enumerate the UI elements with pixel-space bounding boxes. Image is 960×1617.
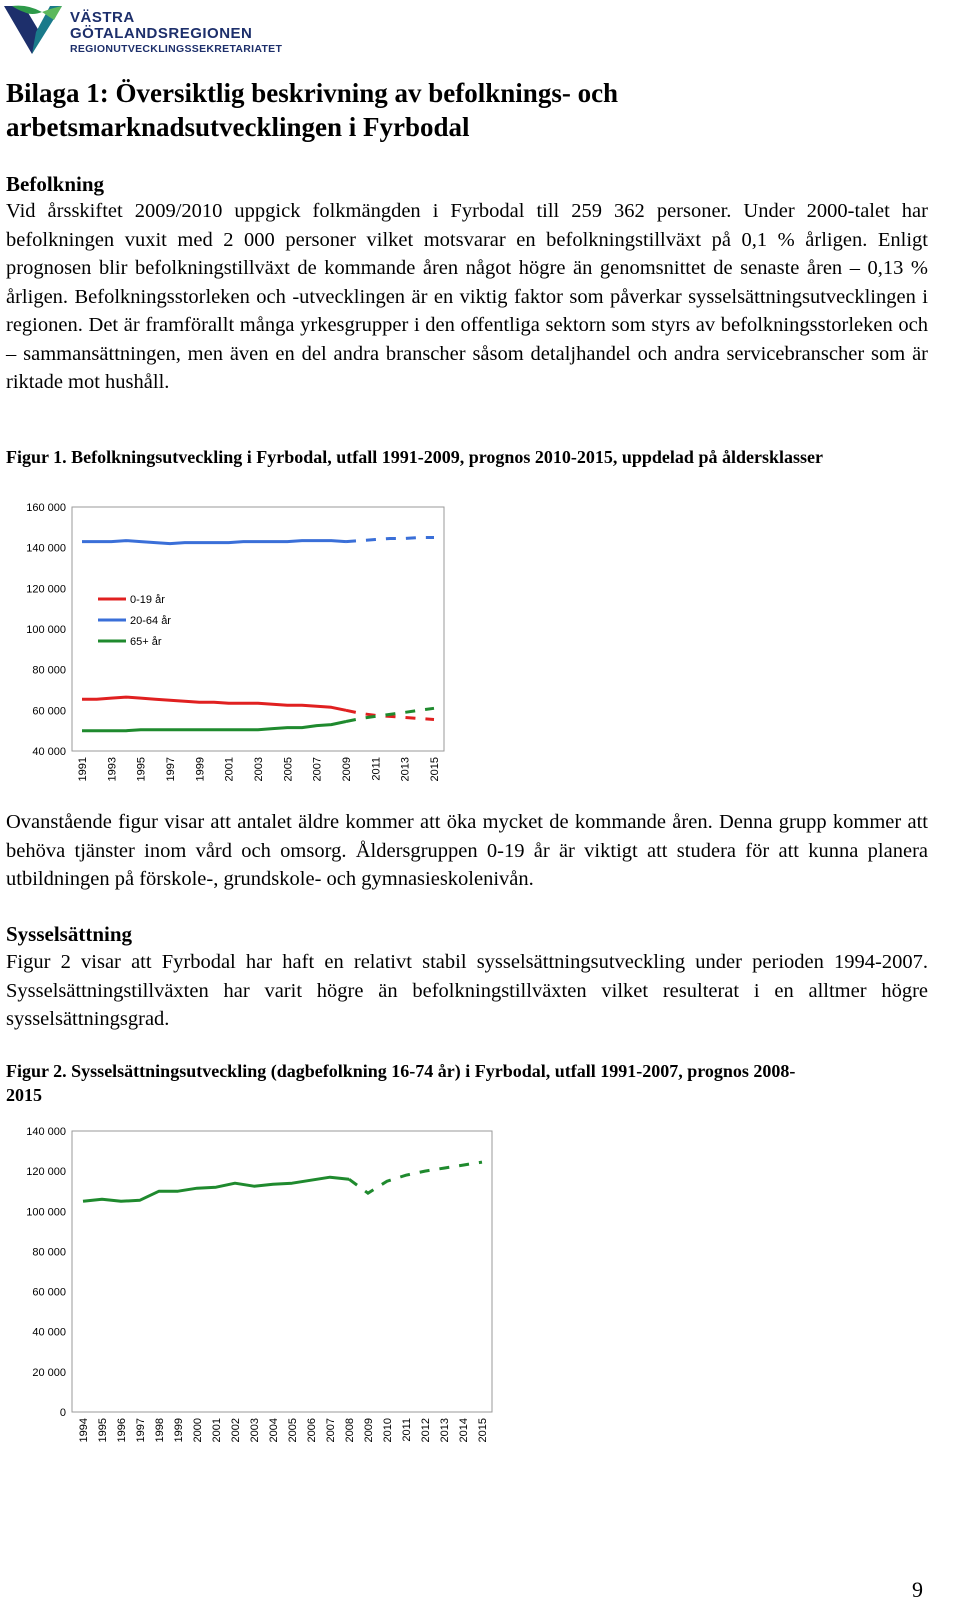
x-tick-label: 2013 [439, 1418, 451, 1443]
x-tick-label: 2008 [344, 1418, 356, 1443]
logo-line2: GÖTALANDSREGIONEN [70, 25, 253, 42]
logo-line3: REGIONUTVECKLINGSSEKRETARIATET [70, 43, 283, 55]
legend-label: 65+ år [130, 636, 162, 648]
befolkning-paragraph: Vid årsskiftet 2009/2010 uppgick folkmängden i Fyrbodal till 259 362 personer. Under 2000-talet har befolkningen vuxit med 2 000 personer vilket motsvarar en befolkningstillväxt på 0,1 % årligen. Enligt prognosen blir befolkningstillväxt de kommande åren något högre än genomsnittet de senaste åren – 0,13 % årligen. Befolkningsstorleken och -utvecklingen är en viktig faktor som påverkar sysselsättningsutvecklingen i regionen. Det är framförallt många yrkesgrupper i den offentliga sektorn som styrs av befolkningsstorleken och – sammansättningen, men även en del andra branscher såsom detaljhandel och andra servicebranscher som är riktade mot hushåll. [6, 200, 928, 393]
x-tick-label: 2006 [306, 1418, 318, 1443]
x-tick-label: 1996 [116, 1418, 128, 1443]
x-tick-label: 2005 [282, 757, 295, 782]
x-tick-label: 2007 [311, 757, 324, 782]
document-title [6, 76, 906, 144]
x-tick-label: 1995 [135, 757, 148, 782]
plot-area [72, 1131, 492, 1412]
befolkning-heading: Befolkning [6, 172, 105, 196]
x-tick-label: 1994 [78, 1418, 90, 1443]
x-tick-label: 2001 [211, 1418, 223, 1443]
y-tick-label: 160 000 [26, 502, 66, 514]
series-line-20-64-r-outcome [82, 541, 346, 544]
x-tick-label: 2012 [420, 1418, 432, 1443]
vgr-logo-icon [2, 2, 68, 58]
y-tick-label: 140 000 [26, 1126, 66, 1138]
series-line-65-r-outcome [82, 722, 346, 731]
x-tick-label: 1999 [173, 1418, 185, 1443]
series-line-series-1-forecast [349, 1162, 482, 1193]
x-tick-label: 1999 [194, 757, 207, 782]
logo-line1: VÄSTRA [70, 9, 135, 26]
x-tick-label: 2014 [458, 1418, 470, 1443]
sysselsattning-paragraph: Figur 2 visar att Fyrbodal har haft en relativt stabil sysselsättningsutveckling under perioden 1994-2007. Sysselsättningstillväxten har varit högre än befolkningstillväxten vilket resulterat i en alltmer högre sysselsättningsgrad. [6, 951, 928, 1030]
x-tick-label: 2011 [370, 757, 383, 781]
x-tick-label: 1993 [106, 757, 119, 782]
y-tick-label: 60 000 [32, 705, 66, 718]
title-line1: Bilaga 1: Översiktlig beskrivning av befolknings- och [6, 78, 619, 108]
x-tick-label: 2009 [341, 757, 353, 782]
y-tick-label: 40 000 [32, 1326, 66, 1339]
figure1-comment-paragraph: Ovanstående figur visar att antalet äldre kommer att öka mycket de kommande åren. Denna grupp kommer att behöva tjänster inom vård och omsorg. Åldersgruppen 0-19 år är viktigt att studera för att kunna planera utbildningen på förskole-, grundskole- och gymnasieskolenivån. [6, 811, 928, 890]
x-tick-label: 2002 [230, 1418, 242, 1443]
x-tick-label: 2010 [382, 1418, 394, 1443]
y-tick-label: 60 000 [32, 1286, 66, 1299]
x-tick-label: 2000 [192, 1418, 204, 1443]
x-tick-label: 2011 [401, 1418, 413, 1442]
x-tick-label: 1991 [77, 757, 89, 782]
y-tick-label: 80 000 [32, 1246, 66, 1259]
title-line2: arbetsmarknadsutvecklingen i Fyrbodal [6, 112, 470, 142]
legend-label: 20-64 år [130, 615, 171, 627]
figure1-caption: Figur 1. Befolkningsutveckling i Fyrbodal, utfall 1991-2009, prognos 2010-2015, uppdelad på åldersklasser [6, 447, 823, 467]
figure2-caption [6, 1059, 886, 1107]
y-tick-label: 140 000 [26, 542, 66, 555]
x-tick-label: 2005 [287, 1418, 299, 1443]
x-tick-label: 2007 [325, 1418, 337, 1443]
y-tick-label: 20 000 [32, 1366, 66, 1379]
y-tick-label: 80 000 [32, 664, 66, 677]
series-line-0-19-r-outcome [82, 697, 346, 710]
x-tick-label: 2015 [429, 757, 441, 782]
x-tick-label: 1997 [135, 1418, 147, 1443]
figure2-caption-line1: Figur 2. Sysselsättningsutveckling (dagbefolkning 16-74 år) i Fyrbodal, utfall 1991-2007, prognos 2008- [6, 1061, 796, 1081]
x-tick-label: 2009 [363, 1418, 375, 1443]
series-line-series-1-outcome [83, 1177, 349, 1201]
figure2-employment-chart [0, 1118, 500, 1458]
x-tick-label: 2004 [268, 1418, 280, 1443]
x-tick-label: 1995 [97, 1418, 109, 1443]
series-line-65-r-forecast [346, 708, 434, 721]
x-tick-label: 2013 [399, 757, 412, 782]
y-tick-label: 120 000 [26, 583, 66, 596]
x-tick-label: 2001 [223, 757, 236, 782]
series-line-20-64-r-forecast [346, 538, 434, 542]
y-tick-label: 120 000 [26, 1166, 66, 1179]
x-tick-label: 2003 [249, 1418, 261, 1443]
x-tick-label: 1997 [165, 757, 177, 782]
x-tick-label: 2015 [477, 1418, 489, 1443]
x-tick-label: 2003 [253, 757, 265, 782]
figure1-population-chart [0, 495, 460, 805]
vgr-logo-wordmark [70, 10, 282, 55]
page-number: 9 [912, 1577, 923, 1602]
x-tick-label: 1998 [154, 1418, 166, 1443]
figure2-caption-line2: 2015 [6, 1085, 42, 1105]
vgr-logo [2, 2, 302, 60]
sysselsattning-heading: Sysselsättning [6, 922, 133, 946]
legend-label: 0-19 år [130, 594, 165, 606]
y-tick-label: 100 000 [26, 1206, 66, 1219]
y-tick-label: 100 000 [26, 624, 66, 636]
y-tick-label: 40 000 [32, 746, 66, 758]
y-tick-label: 0 [59, 1407, 66, 1419]
